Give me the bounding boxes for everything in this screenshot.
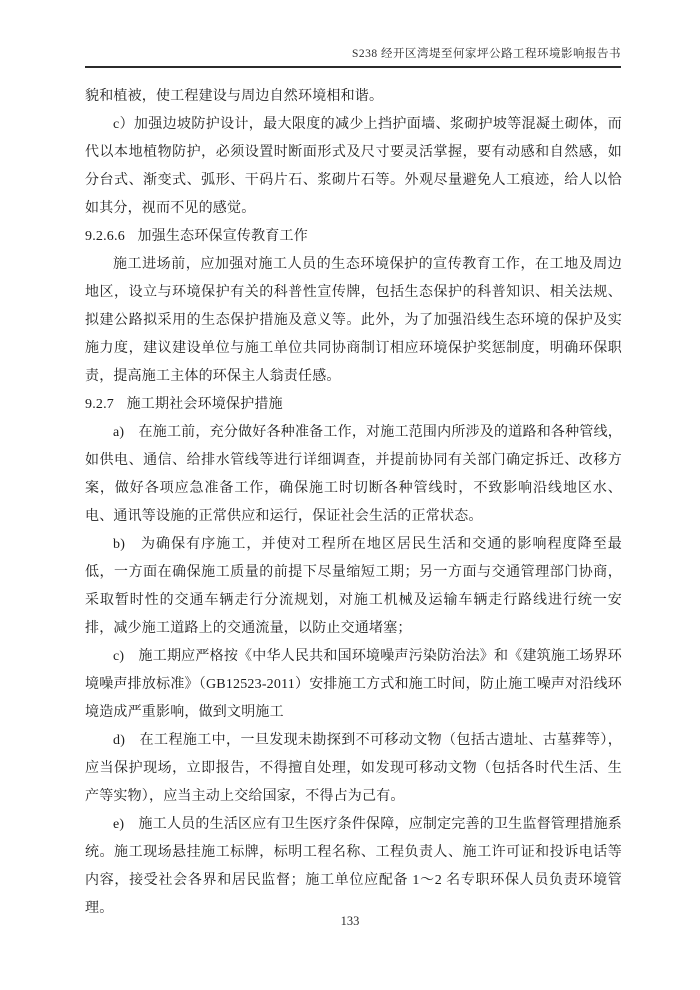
section-heading-9-2-7 bbox=[85, 391, 622, 419]
page-header bbox=[85, 47, 621, 62]
page-number: 133 bbox=[340, 914, 360, 928]
paragraph-continuation: 貌和植被，使工程建设与周边自然环境相和谐。 bbox=[85, 89, 384, 104]
heading-number: 9.2.6.6 bbox=[85, 229, 125, 244]
heading-title: 加强生态环保宣传教育工作 bbox=[137, 229, 308, 244]
list-item-a: a) 在施工前，充分做好各种准备工作，对施工范围内所涉及的道路和各种管线，如供电、通信、给排水管线等进行详细调查，并提前协同有关部门确定拆迁、改移方案，做好各项应急准备工作，确保施工时切断各种管线时，不致影响沿线地区水、电、通讯等设施的正常供应和运行，保证社会生活的正常状态。 bbox=[85, 425, 622, 524]
document-body bbox=[85, 83, 622, 923]
list-item-e: e) 施工人员的生活区应有卫生医疗条件保障，应制定完善的卫生监督管理措施系统。施工现场悬挂施工标牌，标明工程名称、工程负责人、施工许可证和投诉电话等内容，接受社会各界和居民监督；施工单位应配备 1～2 名专职环保人员负责环境管理。 bbox=[85, 817, 622, 916]
heading-title: 施工期社会环境保护措施 bbox=[126, 397, 283, 412]
section-heading-9-2-6-6 bbox=[85, 223, 622, 251]
header-title: S238 经开区湾堤至何家坪公路工程环境影响报告书 bbox=[351, 48, 621, 60]
paragraph-slope-protection: c）加强边坡防护设计，最大限度的减少上挡护面墙、浆砌护坡等混凝土砌体，而代以本地植物防护，必须设置时断面形式及尺寸要灵活掌握，要有动感和自然感，如分台式、渐变式、弧形、干码片石、浆砌片石等。外观尽量避免人工痕迹，给人以恰如其分，视而不见的感觉。 bbox=[85, 117, 622, 216]
list-item-b: b) 为确保有序施工，并使对工程所在地区居民生活和交通的影响程度降至最低，一方面在确保施工质量的前提下尽量缩短工期；另一方面与交通管理部门协商，采取暂时性的交通车辆走行分流规划，对施工机械及运输车辆走行路线进行统一安排，减少施工道路上的交通流量，以防止交通堵塞； bbox=[85, 537, 622, 636]
header-rule bbox=[85, 66, 621, 68]
page-footer bbox=[0, 914, 700, 929]
heading-number: 9.2.7 bbox=[85, 397, 114, 412]
list-item-c: c) 施工期应严格按《中华人民共和国环境噪声污染防治法》和《建筑施工场界环境噪声排放标准》（GB12523-2011）安排施工方式和施工时间，防止施工噪声对沿线环境造成严重影响，做到文明施工 bbox=[85, 649, 622, 720]
list-item-d: d) 在工程施工中，一旦发现未勘探到不可移动文物（包括古遗址、古墓葬等），应当保护现场，立即报告，不得擅自处理，如发现可移动文物（包括各时代生活、生产等实物），应当主动上交给国家，不得占为己有。 bbox=[85, 733, 622, 804]
paragraph-eco-education: 施工进场前，应加强对施工人员的生态环境保护的宣传教育工作，在工地及周边地区，设立与环境保护有关的科普性宣传牌，包括生态保护的科普知识、相关法规、拟建公路拟采用的生态保护措施及意义等。此外，为了加强沿线生态环境的保护及实施力度，建议建设单位与施工单位共同协商制订相应环境保护奖惩制度，明确环保职责，提高施工主体的环保主人翁责任感。 bbox=[85, 257, 622, 384]
